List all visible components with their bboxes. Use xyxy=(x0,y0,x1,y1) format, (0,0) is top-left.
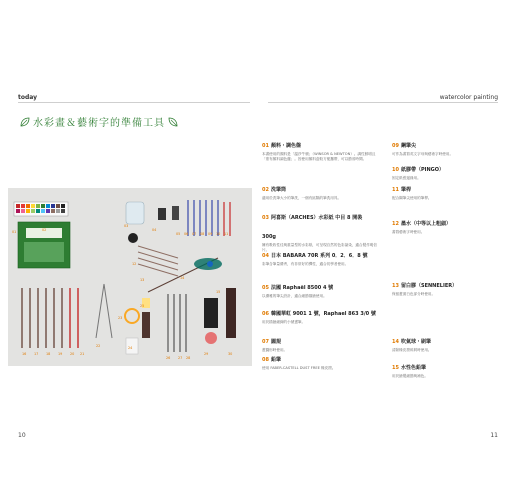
rule-right xyxy=(268,102,498,103)
title-block xyxy=(20,114,178,129)
photo-label: 21 xyxy=(80,352,85,356)
header-right: watercolor painting xyxy=(439,94,498,101)
header-left: today xyxy=(18,94,38,101)
legend-item: 13 留白膠（SENNELIER） 保留畫面白色部分時使用。 xyxy=(392,283,458,296)
photo-label: 12 xyxy=(132,262,137,266)
photo-label: 02 xyxy=(42,228,47,232)
photo-label: 16 xyxy=(22,352,27,356)
tools-photo xyxy=(8,188,252,366)
photo-label: 05 xyxy=(176,232,181,236)
photo-label: 07 xyxy=(192,232,197,236)
tools-illustration xyxy=(8,188,252,366)
photo-label: 08 xyxy=(200,232,205,236)
legend-item: 02 洗筆筒 適用於洗筆大小的筆洗，一個有區隔的筆洗用具。 xyxy=(262,187,342,200)
legend-item: 11 筆桿 配合鋼筆尖使用的筆桿。 xyxy=(392,187,432,200)
photo-label: 27 xyxy=(178,356,183,360)
photo-label: 15 xyxy=(216,290,221,294)
page-number-left: 10 xyxy=(18,432,26,439)
photo-label: 24 xyxy=(128,346,133,350)
photo-label: 01 xyxy=(12,230,17,234)
legend-item: 01 顏料・調色盤 本書使用的顏料是「溫莎牛頓」（WINSOR & NEWTON）。調性鮮明且「塗布顏料調色盤」。因使用顏料盒較方便攜帶，可以節省時間。 xyxy=(262,143,376,161)
photo-label: 11 xyxy=(224,232,229,236)
photo-label: 18 xyxy=(46,352,51,356)
photo-label: 29 xyxy=(204,352,209,356)
photo-label: 17 xyxy=(34,352,39,356)
legend-item: 12 墨水（中等以上粗細） 書寫藝術字時使用。 xyxy=(392,221,451,234)
legend-item: 15 水性色鉛筆 用於繪製細節與補色。 xyxy=(392,365,428,378)
photo-label: 28 xyxy=(186,356,191,360)
legend-item: 03 阿喜斯（ARCHES）水彩紙 中目 8 開裝 300g 擁有吸收性佳與重量型的水彩紙，可呈現自然的色彩暈染，適合製作明信片。 xyxy=(262,215,377,252)
photo-label: 26 xyxy=(166,356,171,360)
photo-label: 22 xyxy=(96,344,101,348)
photo-label: 09 xyxy=(208,232,213,236)
legend-item: 08 鉛筆 使用 FABER-CASTELL DUST FREE 橡皮擦。 xyxy=(262,357,336,370)
photo-label: 06 xyxy=(184,232,189,236)
leaf-icon xyxy=(168,117,178,127)
photo-label: 25 xyxy=(140,304,145,308)
legend-item: 07 圓規 畫圓形時使用。 xyxy=(262,339,288,352)
photo-label: 10 xyxy=(216,232,221,236)
page-title: 水彩畫＆藝術字的準備工具 xyxy=(33,118,165,129)
photo-label: 14 xyxy=(180,276,185,280)
legend-item: 14 吹氣球・刷筆 清除橡皮擦碎屑時使用。 xyxy=(392,339,432,352)
page-number-right: 11 xyxy=(490,432,498,439)
photo-label: 03 xyxy=(124,224,129,228)
legend-item: 04 日本 BABARA 70R 系列 0．2．6．8 號 彩筆含筆量優秀，有非常好的彈性，適合初學者使用。 xyxy=(262,253,368,266)
legend-item: 06 韓國華虹 9001 1 號，Raphael 863 3/0 號 用於描繪細線的小號畫筆。 xyxy=(262,311,376,324)
photo-label: 04 xyxy=(152,228,157,232)
photo-label: 23 xyxy=(118,316,123,320)
photo-label: 30 xyxy=(228,352,233,356)
leaf-icon xyxy=(20,117,30,127)
photo-label: 13 xyxy=(140,278,145,282)
photo-label: 19 xyxy=(58,352,63,356)
legend-item: 05 法國 Raphaël 8500 4 號 以優雅的筆尖設計，適合細節描繪使用。 xyxy=(262,285,334,298)
legend-item: 10 紙膠帶（PINGO） 固定紙張邊緣用。 xyxy=(392,167,445,180)
rule-left xyxy=(18,102,250,103)
photo-label: 20 xyxy=(70,352,75,356)
legend-item: 09 鋼筆尖 可作為書寫英文字母與藝術字時使用。 xyxy=(392,143,454,156)
